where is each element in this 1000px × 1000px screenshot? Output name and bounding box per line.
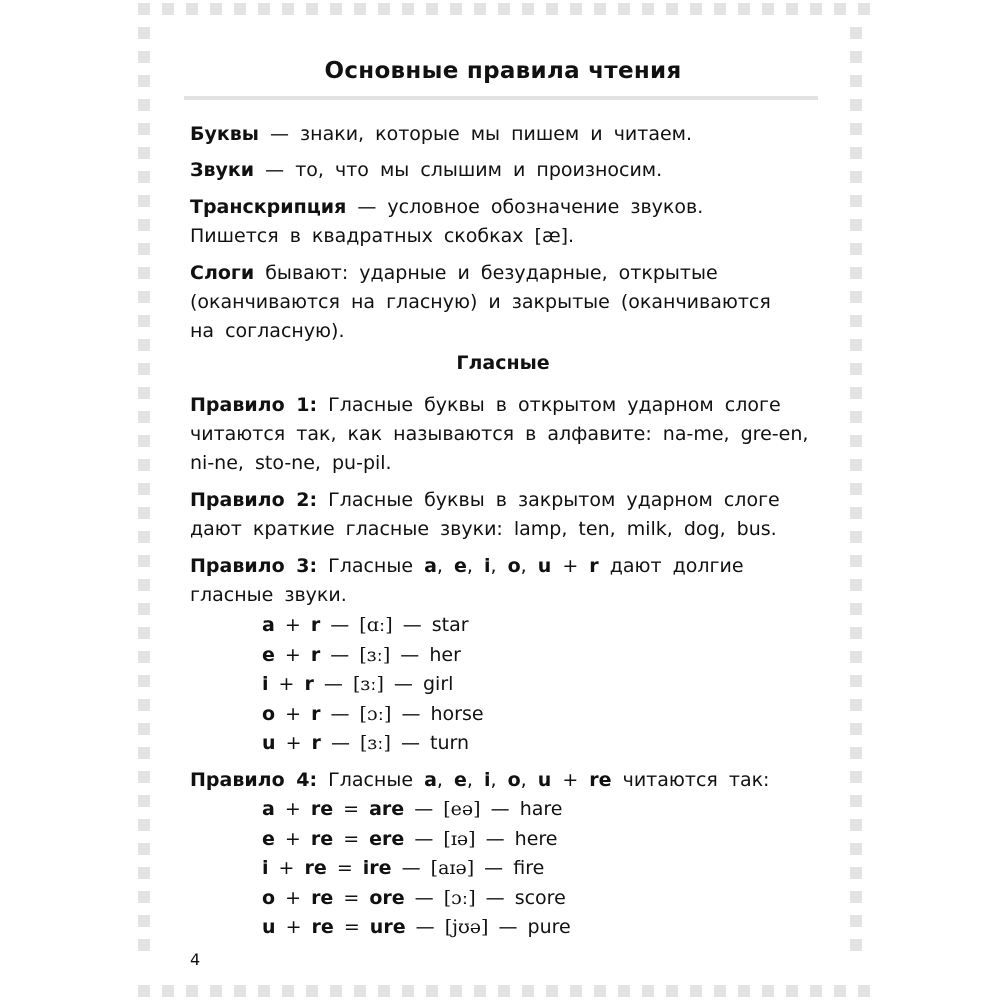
- border-square: [850, 291, 862, 303]
- row-combo: ure: [369, 916, 406, 938]
- border-square: [850, 699, 862, 711]
- row-word: her: [429, 643, 461, 666]
- rule-4-row: e + re = ere — [ɪə] — here: [262, 827, 558, 850]
- row-word: here: [514, 827, 558, 850]
- border-square: [850, 483, 862, 495]
- border-square: [850, 651, 862, 663]
- border-square: [138, 195, 150, 207]
- border-square: [138, 795, 150, 807]
- border-square: [138, 747, 150, 759]
- border-square: [850, 339, 862, 351]
- border-square: [522, 985, 534, 997]
- border-square: [738, 985, 750, 997]
- border-square: [162, 985, 174, 997]
- border-square: [690, 985, 702, 997]
- rule-3-row: u + r — [ɜː] — turn: [262, 732, 470, 754]
- border-square: [426, 985, 438, 997]
- border-square: [850, 435, 862, 447]
- border-square: [850, 843, 862, 855]
- border-square: [850, 795, 862, 807]
- row-plus: re: [311, 916, 334, 938]
- row-ipa: [aɪə]: [430, 857, 475, 879]
- border-square: [186, 3, 198, 15]
- row-letter: u: [262, 732, 276, 754]
- border-square: [138, 483, 150, 495]
- border-square: [498, 3, 510, 15]
- border-square: [858, 3, 870, 15]
- border-square: [850, 531, 862, 543]
- border-square: [138, 555, 150, 567]
- row-ipa: [ɑː]: [359, 614, 393, 636]
- border-square: [850, 675, 862, 687]
- border-square: [138, 3, 150, 15]
- row-ipa: [eə]: [443, 798, 481, 820]
- rule-4-row: a + re = are — [eə] — hare: [262, 798, 563, 820]
- border-square: [786, 985, 798, 997]
- border-square: [850, 507, 862, 519]
- row-plus: re: [310, 827, 334, 850]
- border-square: [354, 3, 366, 15]
- border-square: [450, 985, 462, 997]
- border-square: [426, 3, 438, 15]
- rule-3-row: i + r — [ɜː] — girl: [262, 673, 454, 695]
- row-ipa: [ɔː]: [443, 886, 476, 909]
- border-square: [850, 555, 862, 567]
- border-square: [834, 3, 846, 15]
- border-square: [850, 267, 862, 279]
- row-plus: r: [310, 614, 321, 636]
- border-square: [850, 627, 862, 639]
- border-square: [138, 507, 150, 519]
- border-square: [138, 651, 150, 663]
- row-combo: ere: [369, 827, 405, 850]
- border-square: [850, 195, 862, 207]
- border-square: [378, 3, 390, 15]
- border-square: [402, 985, 414, 997]
- border-square: [138, 435, 150, 447]
- border-square: [522, 3, 534, 15]
- border-square: [138, 147, 150, 159]
- border-square: [354, 985, 366, 997]
- row-plus: r: [311, 732, 321, 754]
- border-square: [666, 3, 678, 15]
- border-square: [666, 985, 678, 997]
- row-word: star: [431, 614, 469, 636]
- border-square: [138, 387, 150, 399]
- row-letter: e: [262, 827, 275, 850]
- row-ipa: [ɜː]: [359, 643, 391, 666]
- row-letter: o: [262, 702, 276, 725]
- border-square: [850, 747, 862, 759]
- border-square: [138, 867, 150, 879]
- border-square: [474, 3, 486, 15]
- rule-4-row: o + re = ore — [ɔː] — score: [262, 886, 566, 909]
- border-square: [138, 627, 150, 639]
- rule-4-row: u + re = ure — [jʊə] — pure: [262, 916, 571, 938]
- row-plus: r: [310, 643, 321, 666]
- row-letter: a: [262, 614, 275, 636]
- border-square: [138, 123, 150, 135]
- row-word: pure: [527, 916, 571, 938]
- row-plus: re: [310, 798, 334, 820]
- definition-sounds: Звуки — то, что мы слышим и произносим.: [190, 159, 663, 181]
- rule-3-row: a + r — [ɑː] — star: [262, 614, 469, 636]
- border-square: [138, 699, 150, 711]
- border-square: [546, 3, 558, 15]
- border-square: [850, 387, 862, 399]
- border-square: [138, 723, 150, 735]
- border-square: [138, 267, 150, 279]
- rule-1: Правило 1: Гласные буквы в открытом ударном слоге читаются так, как называются в алфавите: na-me, gre-en, ni-ne, sto-ne, pu-pil.: [190, 394, 809, 474]
- border-square: [138, 339, 150, 351]
- row-ipa: [ɜː]: [352, 673, 384, 695]
- border-square: [186, 985, 198, 997]
- title-underline: [184, 96, 818, 100]
- rule-4-row: i + re = ire — [aɪə] — fire: [262, 857, 545, 879]
- border-square: [594, 3, 606, 15]
- row-ipa: [ɔː]: [359, 702, 392, 725]
- border-square: [138, 603, 150, 615]
- border-square: [210, 3, 222, 15]
- border-square: [138, 291, 150, 303]
- row-word: score: [514, 886, 566, 909]
- rule-2: Правило 2: Гласные буквы в закрытом ударном слоге дают краткие гласные звуки: lamp, ten, milk, dog, bus.: [190, 489, 780, 540]
- border-square: [618, 3, 630, 15]
- border-square: [210, 985, 222, 997]
- border-square: [850, 459, 862, 471]
- border-square: [138, 411, 150, 423]
- border-square: [762, 985, 774, 997]
- row-word: hare: [519, 798, 563, 820]
- border-square: [138, 315, 150, 327]
- border-square: [330, 3, 342, 15]
- border-square: [474, 985, 486, 997]
- border-square: [850, 891, 862, 903]
- border-square: [714, 985, 726, 997]
- border-square: [850, 27, 862, 39]
- border-square: [138, 891, 150, 903]
- border-square: [138, 27, 150, 39]
- border-square: [306, 3, 318, 15]
- definition-transcription: Транскрипция — условное обозначение звуков. Пишется в квадратных скобках [æ].: [190, 196, 704, 247]
- border-square: [850, 939, 862, 951]
- border-square: [850, 867, 862, 879]
- row-combo: are: [369, 798, 405, 820]
- page-title: Основные правила чтения: [324, 58, 682, 84]
- border-square: [138, 915, 150, 927]
- border-square: [850, 771, 862, 783]
- row-plus: re: [311, 886, 334, 909]
- border-square: [306, 985, 318, 997]
- definition-syllables: Слоги бывают: ударные и безударные, открытые (оканчиваются на гласную) и закрытые (оканчиваются на согласную).: [190, 262, 771, 342]
- border-square: [162, 3, 174, 15]
- border-square: [498, 985, 510, 997]
- border-square: [138, 459, 150, 471]
- rule-4: Правило 4: Гласные a, e, i, o, u + re читаются так:: [190, 769, 770, 791]
- page-number: 4: [190, 950, 201, 969]
- border-square: [138, 243, 150, 255]
- border-square: [570, 985, 582, 997]
- border-square: [258, 985, 270, 997]
- row-letter: i: [262, 673, 269, 695]
- border-square: [642, 3, 654, 15]
- border-square: [282, 985, 294, 997]
- border-square: [850, 819, 862, 831]
- border-square: [594, 985, 606, 997]
- border-square: [850, 243, 862, 255]
- border-square: [138, 579, 150, 591]
- border-square: [618, 985, 630, 997]
- border-square: [850, 411, 862, 423]
- border-square: [810, 985, 822, 997]
- border-square: [850, 123, 862, 135]
- border-square: [138, 219, 150, 231]
- border-square: [850, 579, 862, 591]
- row-word: horse: [430, 702, 484, 725]
- border-square: [138, 771, 150, 783]
- border-square: [138, 985, 150, 997]
- row-letter: a: [262, 798, 275, 820]
- row-word: girl: [422, 673, 454, 695]
- row-letter: u: [262, 916, 276, 938]
- row-plus: r: [311, 702, 321, 725]
- border-square: [138, 939, 150, 951]
- border-square: [282, 3, 294, 15]
- border-square: [738, 3, 750, 15]
- border-square: [642, 985, 654, 997]
- border-square: [378, 985, 390, 997]
- border-square: [138, 531, 150, 543]
- border-square: [850, 723, 862, 735]
- border-square: [850, 171, 862, 183]
- border-square: [690, 3, 702, 15]
- border-square: [234, 3, 246, 15]
- rule-3-row: e + r — [ɜː] — her: [262, 643, 461, 666]
- row-letter: i: [262, 857, 269, 879]
- row-combo: ire: [362, 857, 392, 879]
- row-letter: o: [262, 886, 276, 909]
- border-square: [810, 3, 822, 15]
- border-square: [402, 3, 414, 15]
- row-ipa: [ɪə]: [443, 827, 476, 850]
- row-plus: r: [304, 673, 314, 695]
- border-square: [850, 603, 862, 615]
- border-square: [850, 219, 862, 231]
- border-square: [786, 3, 798, 15]
- rule-3: Правило 3: Гласные a, e, i, o, u + r дают долгие гласные звуки.: [190, 555, 744, 606]
- border-square: [850, 315, 862, 327]
- border-square: [138, 99, 150, 111]
- row-letter: e: [262, 643, 275, 666]
- border-square: [850, 147, 862, 159]
- border-square: [850, 915, 862, 927]
- border-square: [330, 985, 342, 997]
- row-combo: ore: [369, 886, 405, 909]
- row-plus: re: [304, 857, 327, 879]
- row-ipa: [ɜː]: [360, 732, 391, 754]
- border-square: [762, 3, 774, 15]
- border-square: [450, 3, 462, 15]
- border-square: [850, 99, 862, 111]
- border-square: [546, 985, 558, 997]
- border-square: [138, 675, 150, 687]
- border-square: [234, 985, 246, 997]
- rule-3-row: o + r — [ɔː] — horse: [262, 702, 484, 725]
- border-square: [570, 3, 582, 15]
- row-word: turn: [430, 732, 470, 754]
- border-square: [834, 985, 846, 997]
- border-square: [138, 171, 150, 183]
- vowels-heading: Гласные: [456, 352, 550, 374]
- border-square: [138, 843, 150, 855]
- row-word: fire: [513, 857, 545, 879]
- definition-letters: Буквы — знаки, которые мы пишем и читаем.: [190, 123, 693, 145]
- border-square: [258, 3, 270, 15]
- border-square: [714, 3, 726, 15]
- border-square: [858, 985, 870, 997]
- border-square: [138, 819, 150, 831]
- row-ipa: [jʊə]: [444, 916, 489, 938]
